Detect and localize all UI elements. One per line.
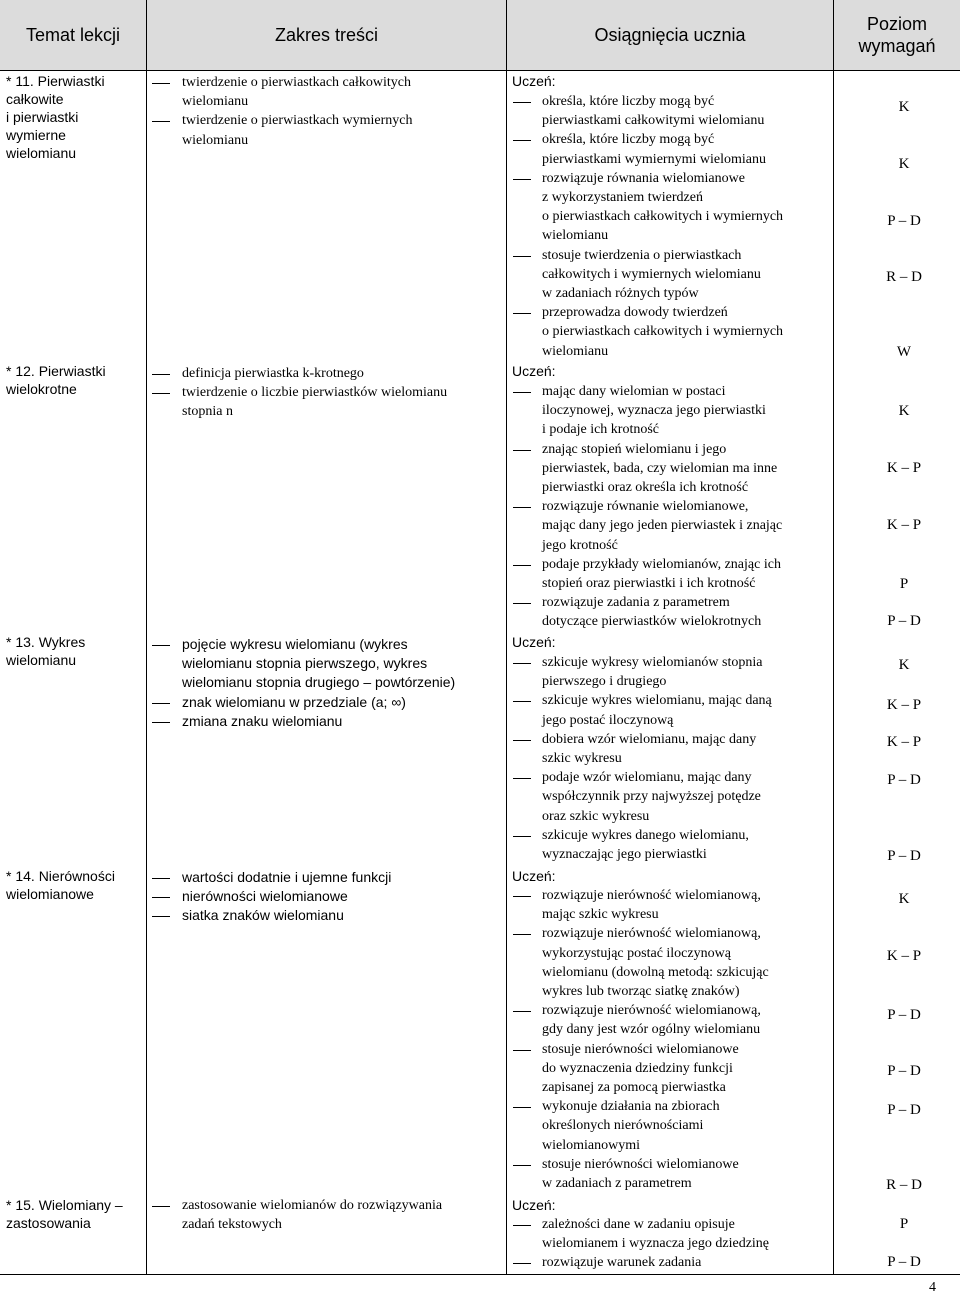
achievement-line: dotyczące pierwiastków wielokrotnych — [542, 614, 762, 630]
achievement-line: znając stopień wielomianu i jego — [542, 441, 727, 457]
achievement-line: wielomianem i wyznacza jego dziedzinę — [542, 1236, 770, 1252]
dash-bullet — [513, 778, 531, 779]
topic-line: wielomianu — [6, 145, 77, 161]
header-label: Zakres treści — [274, 25, 379, 45]
content-line: zadań tekstowych — [182, 1217, 282, 1233]
achievement-line: oraz szkic wykresu — [542, 808, 650, 824]
requirement-level: K — [898, 156, 910, 172]
dash-bullet — [152, 703, 170, 704]
achievement-line: jego postać iloczynową — [542, 712, 674, 728]
dash-bullet — [152, 374, 170, 375]
dash-bullet — [513, 934, 531, 935]
achievement-line: i podaje ich krotność — [542, 422, 660, 438]
dash-bullet — [152, 878, 170, 879]
achievement-line: podaje wzór wielomianu, mając dany — [542, 770, 752, 786]
topic-line: wymierne — [6, 127, 66, 143]
requirement-level: P – D — [887, 772, 921, 788]
dash-bullet — [152, 121, 170, 122]
requirement-level: K – P — [886, 517, 922, 533]
requirement-level: K — [898, 99, 910, 115]
achievement-line: określonych nierównościami — [542, 1118, 704, 1134]
achievement-line: zapisanej za pomocą pierwiastka — [542, 1080, 726, 1095]
content-line: pojęcie wykresu wielomianu (wykres — [182, 636, 408, 652]
achievement-line: wykres lub tworząc siatkę znaków) — [542, 984, 740, 999]
requirement-level: R – D — [886, 269, 922, 285]
dash-bullet — [513, 313, 531, 314]
achievement-line: pierwiastek, bada, czy wielomian ma inne — [542, 460, 778, 476]
dash-bullet — [152, 83, 170, 84]
achievement-line: mając dany wielomian w postaci — [542, 384, 726, 399]
achievement-line: jego krotność — [542, 537, 618, 553]
achievement-line: wielomianu — [542, 228, 609, 244]
achievement-line: iloczynowej, wyznacza jego pierwiastki — [542, 403, 766, 419]
achievement-line: szkicuje wykresy wielomianów stopnia — [542, 655, 763, 670]
content-line: nierówności wielomianowe — [182, 888, 348, 905]
content-line: stopnia n — [182, 404, 233, 420]
achievement-line: mając szkic wykresu — [542, 907, 659, 923]
dash-bullet — [513, 1165, 531, 1166]
topic-12 — [6, 362, 138, 398]
requirement-level: K — [898, 657, 910, 673]
achievement-line: wielomianu (dowolną metodą: szkicując — [542, 964, 769, 980]
topic-line: wielomianu — [6, 652, 77, 668]
achievement-line: wykonuje działania na zbiorach — [542, 1099, 720, 1115]
achievement-line: do wyznaczenia dziedziny funkcji — [542, 1060, 733, 1076]
grid-line — [146, 0, 147, 1274]
dash-bullet — [513, 565, 531, 566]
requirement-level: K – P — [886, 460, 922, 476]
dash-bullet — [513, 507, 531, 508]
achievement-line: z wykorzystaniem twierdzeń — [542, 190, 703, 205]
requirement-level: P – D — [887, 848, 921, 864]
achievement-line: określa, które liczby mogą być — [542, 132, 715, 148]
dash-bullet — [513, 1263, 531, 1264]
dash-bullet — [513, 392, 531, 393]
achievement-line: stopień oraz pierwiastki i ich krotność — [542, 576, 756, 591]
dash-bullet — [152, 393, 170, 394]
achievement-line: szkicuje wykres danego wielomianu, — [542, 827, 749, 843]
achievement-line: współczynnik przy najwyższej potędze — [542, 789, 761, 805]
grid-line — [506, 0, 507, 1274]
achievement-line: w zadaniach różnych typów — [542, 286, 699, 301]
requirement-level: P – D — [887, 213, 921, 229]
topic-11 — [6, 72, 138, 162]
achievement-line: stosuje nierówności wielomianowe — [542, 1041, 739, 1057]
dash-bullet — [513, 603, 531, 604]
requirement-level: P – D — [887, 1254, 921, 1270]
grid-line — [0, 1274, 960, 1275]
requirement-level: R – D — [886, 1177, 922, 1193]
header-label: Poziom — [866, 14, 928, 34]
topic-13 — [6, 633, 138, 669]
dash-bullet — [152, 722, 170, 723]
topic-line: * 15. Wielomiany – — [6, 1197, 123, 1213]
achievement-line: wykorzystując postać iloczynową — [542, 945, 731, 961]
topic-line: wielokrotne — [6, 381, 77, 397]
topic-line: * 14. Nierówności — [6, 868, 115, 884]
achievement-line: szkic wykresu — [542, 751, 622, 766]
dash-bullet — [152, 916, 170, 917]
achievement-line: mając dany jego jeden pierwiastek i znając — [542, 518, 783, 534]
dash-bullet — [152, 1206, 170, 1207]
requirement-level: K — [898, 403, 910, 419]
header-label: Osiągnięcia ucznia — [594, 25, 746, 45]
header-label: wymagań — [858, 36, 936, 56]
content-line: zastosowanie wielomianów do rozwiązywania — [182, 1198, 443, 1213]
achievement-line: rozwiązuje nierówność wielomianową, — [542, 1003, 761, 1019]
achievement-line: rozwiązuje równania wielomianowe — [542, 170, 745, 186]
content-line: zmiana znaku wielomianu — [182, 712, 343, 729]
uczen-label: Uczeń: — [512, 634, 556, 650]
requirement-level: K – P — [886, 948, 922, 964]
header-label: Temat lekcji — [25, 25, 121, 45]
dash-bullet — [513, 179, 531, 180]
achievement-line: rozwiązuje nierówność wielomianową, — [542, 888, 761, 903]
achievement-line: wielomianu — [542, 343, 609, 359]
achievement-line: wyznaczając jego pierwiastki — [542, 847, 707, 862]
content-line: wartości dodatnie i ujemne funkcji — [182, 869, 392, 885]
achievement-line: pierwiastkami całkowitymi wielomianu — [542, 113, 765, 129]
grid-line — [833, 0, 834, 1274]
topic-line: * 12. Pierwiastki — [6, 363, 106, 379]
dash-bullet — [513, 256, 531, 257]
achievement-line: w zadaniach z parametrem — [542, 1176, 692, 1191]
content-line: wielomianu — [182, 94, 249, 110]
content-line: znak wielomianu w przedziale (a; ∞) — [182, 693, 406, 710]
topic-14 — [6, 867, 138, 903]
topic-line: * 11. Pierwiastki — [6, 73, 105, 89]
requirement-level: P – D — [887, 1007, 921, 1023]
requirement-level: P – D — [887, 613, 921, 629]
header-zakres-tresci — [147, 0, 506, 70]
topic-line: * 13. Wykres — [6, 634, 86, 650]
header-poziom — [834, 0, 960, 70]
achievement-line: rozwiązuje zadania z parametrem — [542, 595, 730, 611]
dash-bullet — [513, 836, 531, 837]
achievement-line: stosuje nierówności wielomianowe — [542, 1156, 739, 1172]
achievement-line: pierwszego i drugiego — [542, 674, 667, 690]
requirement-level: P – D — [887, 1063, 921, 1079]
requirement-level: P — [899, 1216, 909, 1232]
topic-line: wielomianowe — [6, 886, 94, 902]
dash-bullet — [513, 701, 531, 702]
content-line: definicja pierwiastka k-krotnego — [182, 366, 364, 381]
content-line: wielomianu stopnia pierwszego, wykres — [182, 655, 428, 672]
achievement-line: wielomianowymi — [542, 1137, 640, 1153]
dash-bullet — [513, 896, 531, 897]
dash-bullet — [513, 450, 531, 451]
topic-line: zastosowania — [6, 1215, 91, 1231]
dash-bullet — [513, 1225, 531, 1226]
achievement-line: szkicuje wykres wielomianu, mając daną — [542, 693, 772, 709]
dash-bullet — [513, 1107, 531, 1108]
content-line: twierdzenie o pierwiastkach całkowitych — [182, 75, 411, 90]
achievement-line: pierwiastki oraz określa ich krotność — [542, 480, 749, 495]
content-line: wielomianu stopnia drugiego – powtórzenie) — [182, 674, 456, 691]
achievement-line: określa, które liczby mogą być — [542, 94, 715, 109]
requirement-level: P — [899, 576, 909, 592]
requirement-level: K – P — [886, 697, 922, 713]
uczen-label: Uczeń: — [512, 868, 556, 884]
dash-bullet — [513, 102, 531, 103]
content-line: twierdzenie o pierwiastkach wymiernych — [182, 113, 413, 129]
dash-bullet — [152, 645, 170, 646]
dash-bullet — [513, 1011, 531, 1012]
dash-bullet — [513, 740, 531, 741]
achievement-line: rozwiązuje warunek zadania — [542, 1255, 702, 1271]
requirement-level: K – P — [886, 734, 922, 750]
achievement-line: o pierwiastkach całkowitych i wymiernych — [542, 324, 784, 340]
uczen-label: Uczeń: — [512, 73, 556, 89]
achievement-line: gdy dany jest wzór ogólny wielomianu — [542, 1022, 761, 1038]
achievement-line: przeprowadza dowody twierdzeń — [542, 305, 728, 321]
achievement-line: o pierwiastkach całkowitych i wymiernych — [542, 209, 784, 225]
content-line: wielomianu — [182, 132, 249, 148]
topic-15 — [6, 1196, 138, 1232]
dash-bullet — [513, 140, 531, 141]
topic-line: i pierwiastki — [6, 109, 79, 125]
dash-bullet — [513, 663, 531, 664]
requirement-level: P – D — [887, 1102, 921, 1118]
achievement-line: całkowitych i wymiernych wielomianu — [542, 266, 761, 282]
header-osiagniecia — [507, 0, 833, 70]
header-temat-lekcji — [0, 0, 146, 70]
achievement-line: dobiera wzór wielomianu, mając dany — [542, 731, 757, 747]
requirement-level: K — [898, 891, 910, 907]
achievement-line: rozwiązuje równanie wielomianowe, — [542, 499, 749, 515]
content-line: siatka znaków wielomianu — [182, 907, 344, 924]
achievement-line: pierwiastkami wymiernymi wielomianu — [542, 151, 766, 167]
dash-bullet — [152, 897, 170, 898]
content-line: twierdzenie o liczbie pierwiastków wielomianu — [182, 385, 448, 401]
page-number: 4 — [929, 1280, 936, 1295]
topic-line: całkowite — [6, 91, 64, 107]
requirement-level: W — [896, 344, 912, 360]
achievement-line: podaje przykłady wielomianów, znając ich — [542, 556, 781, 572]
achievement-line: zależności dane w zadaniu opisuje — [542, 1217, 735, 1232]
achievement-line: rozwiązuje nierówność wielomianową, — [542, 926, 761, 942]
dash-bullet — [513, 1050, 531, 1051]
uczen-label: Uczeń: — [512, 1197, 556, 1213]
grid-line — [0, 70, 960, 71]
achievement-line: stosuje twierdzenia o pierwiastkach — [542, 247, 742, 263]
uczen-label: Uczeń: — [512, 363, 556, 379]
